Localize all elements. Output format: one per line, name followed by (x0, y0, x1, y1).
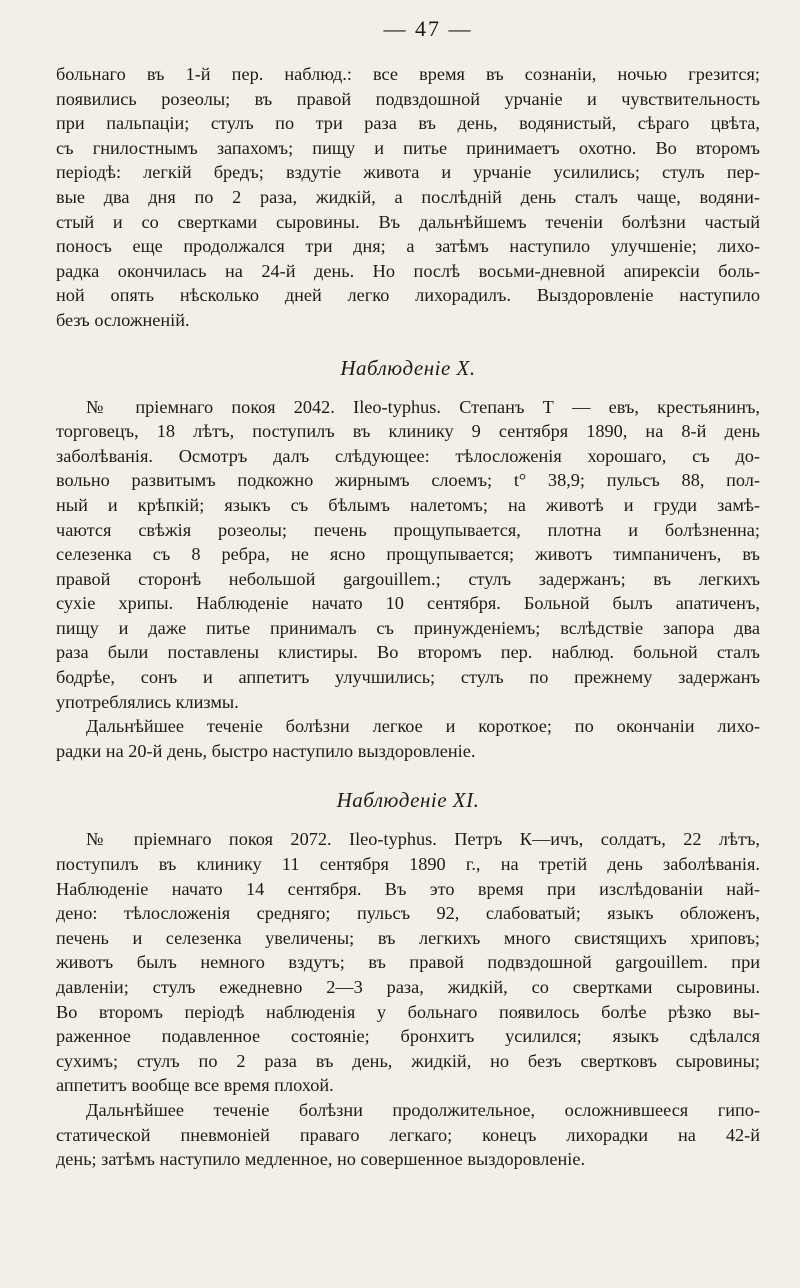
text-line: вые два дня по 2 раза, жидкій, а послѣдній день сталъ чаще, водяни- (56, 186, 760, 207)
text-line: сухіе хрипы. Наблюденіе начато 10 сентября. Больной былъ апатиченъ, (56, 593, 760, 614)
text-line: селезенка съ 8 ребра, не ясно прощупывается; животъ тимпаниченъ, въ (56, 544, 760, 565)
text-line: періодѣ: легкій бредъ; вздутіе живота и урчаніе усилились; стулъ пер- (56, 162, 760, 183)
text-line: дено: тѣлосложенія средняго; пульсъ 92, слабоватый; языкъ обложенъ, (56, 903, 760, 924)
text-line: поносъ еще продолжался три дня; а затѣмъ наступило улучшеніе; лихо- (56, 236, 760, 257)
observation-11-paragraph-2 (56, 1098, 760, 1172)
text-line: Во второмъ періодѣ наблюденія у больнаго появилось болѣе рѣзко вы- (56, 1001, 760, 1022)
text-line: ный и крѣпкій; языкъ съ бѣлымъ налетомъ; на животѣ и груди замѣ- (56, 494, 760, 515)
text-line: сухимъ; стулъ по 2 раза въ день, жидкій, но безъ свертковъ сыровины; (56, 1050, 760, 1071)
text-line: животъ былъ немного вздутъ; въ правой подвздошной gargouillem. при (56, 952, 760, 973)
text-line: торговецъ, 18 лѣтъ, поступилъ въ клинику 9 сентября 1890, на 8-й день (56, 421, 760, 442)
text-line: съ гнилостнымъ запахомъ; пищу и питье принимаетъ охотно. Во второмъ (56, 137, 760, 158)
text-line: вольно развитымъ подкожно жирнымъ слоемъ; t° 38,9; пульсъ 88, пол- (56, 470, 760, 491)
text-line: появились розеолы; въ правой подвздошной урчаніе и чувствительность (56, 88, 760, 109)
text-line: Дальнѣйшее теченіе болѣзни легкое и короткое; по окончаніи лихо- (86, 716, 760, 737)
text-line: заболѣванія. Осмотръ далъ слѣдующее: тѣлосложенія хорошаго, съ до- (56, 445, 760, 466)
text-line: радки на 20-й день, быстро наступило выздоровленіе. (56, 740, 476, 761)
text-line: печень и селезенка увеличены; въ легкихъ много свистящихъ хриповъ; (56, 927, 760, 948)
observation-10-heading: Наблюденіе X. (340, 355, 476, 380)
text-line: статической пневмоніей праваго легкаго; конецъ лихорадки на 42-й (56, 1124, 760, 1145)
text-line: Дальнѣйшее теченіе болѣзни продолжительное, осложнившееся гипо- (86, 1099, 760, 1120)
text-line: употреблялись клизмы. (56, 691, 239, 712)
observation-11-paragraph-1 (56, 827, 760, 1098)
text-line: № пріемнаго покоя 2072. Ileo-typhus. Петръ К—ичъ, солдатъ, 22 лѣтъ, (86, 829, 760, 850)
text-line: больнаго въ 1-й пер. наблюд.: все время въ сознаніи, ночью грезится; (56, 64, 760, 84)
text-line: стый и со свертками сыровины. Въ дальнѣйшемъ теченіи болѣзни частый (56, 211, 760, 232)
observation-10-paragraph-2 (56, 714, 760, 763)
text-line: бодрѣе, сонъ и аппетитъ улучшились; стулъ по прежнему задержанъ (56, 667, 760, 688)
text-line: чаются свѣжія розеолы; печень прощупывается, плотна и болѣзненна; (56, 519, 760, 540)
page-number: — 47 — (383, 16, 473, 41)
text-line: день; затѣмъ наступило медленное, но совершенное выздоровленіе. (56, 1149, 586, 1170)
text-line: аппетитъ вообще все время плохой. (56, 1075, 334, 1096)
text-line: пищу и даже питье принималъ съ принужденіемъ; вслѣдствіе запора два (56, 617, 760, 638)
text-line: № пріемнаго покоя 2042. Ileo-typhus. Степанъ Т — евъ, крестьянинъ, (86, 396, 760, 417)
intro-paragraph (56, 62, 760, 333)
text-line: давленіи; стулъ ежедневно 2—3 раза, жидкій, со свертками сыровины. (56, 977, 760, 997)
text-line: при пальпаціи; стулъ по три раза въ день, водянистый, сѣраго цвѣта, (56, 113, 760, 134)
text-line: правой сторонѣ небольшой gargouillem.; стулъ задержанъ; въ легкихъ (56, 568, 760, 589)
observation-10-paragraph-1 (56, 395, 760, 715)
text-line: Наблюденіе начато 14 сентября. Въ это время при изслѣдованіи най- (56, 878, 760, 899)
text-line: безъ осложненій. (56, 309, 190, 330)
text-line: поступилъ въ клинику 11 сентября 1890 г., на третій день заболѣванія. (56, 854, 760, 875)
text-line: радка окончилась на 24-й день. Но послѣ восьми-дневной апирексіи боль- (56, 260, 760, 281)
text-line: раженное подавленное состояніе; бронхитъ усилился; языкъ сдѣлался (56, 1026, 760, 1047)
text-line: ной опять нѣсколько дней легко лихорадилъ. Выздоровленіе наступило (56, 285, 760, 306)
text-line: раза были поставлены клистиры. Во второмъ пер. наблюд. больной сталъ (56, 642, 760, 663)
observation-11-heading: Наблюденіе XI. (336, 788, 480, 813)
document-page (56, 14, 760, 1172)
